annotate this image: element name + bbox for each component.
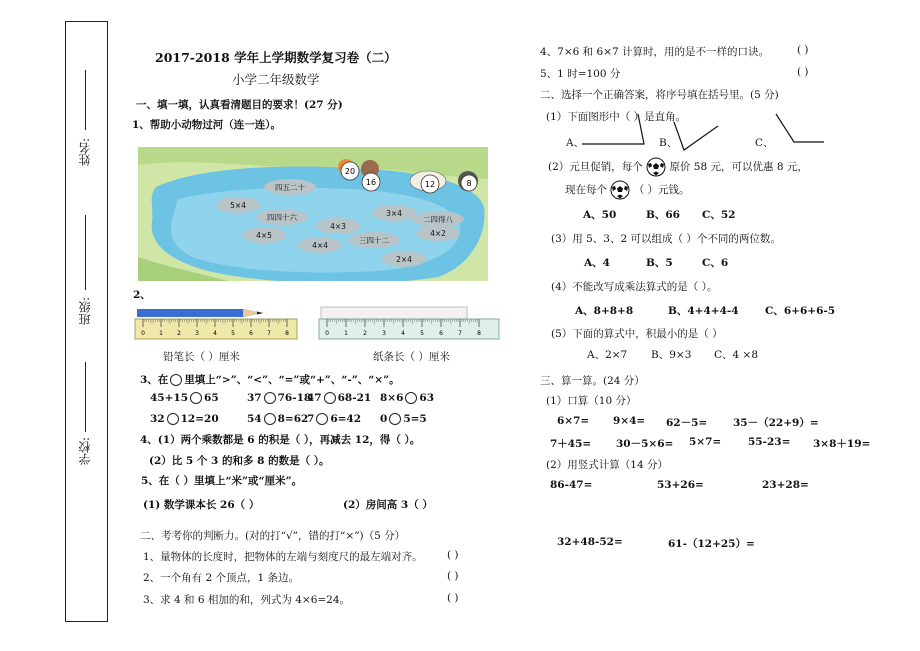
judge-item-2: 2、一个角有 2 个顶点，1 条边。 — [143, 572, 300, 584]
q3-instruction — [140, 372, 400, 387]
judge-paren-4: ( ) — [797, 44, 809, 56]
q5b-text: (2）房间高 3（ ） — [343, 499, 433, 511]
vertical-item-5: 61-（12+25）= — [668, 538, 755, 550]
choice-heading: 二、选择一个正确答案，将序号填在括号里。(5 分) — [540, 89, 779, 101]
answer-circle-icon[interactable] — [190, 392, 202, 404]
q3-item — [380, 392, 434, 404]
ruler-label: 6 — [439, 330, 443, 337]
animal-number-2: 16 — [365, 178, 377, 187]
choice-q3-option-a: A、4 — [584, 257, 610, 269]
q3-left-term: 7 — [307, 413, 315, 425]
q3-item — [307, 392, 371, 404]
stone-3: 3×4 — [386, 209, 402, 218]
choice-q5: (5）下面的算式中，积最小的是（ ） — [551, 328, 723, 340]
class-line — [85, 215, 86, 290]
choice-q4-option-a: A、8+8+8 — [575, 305, 634, 317]
stone-4: 四四十六 — [267, 213, 297, 222]
q3-item — [150, 413, 219, 425]
q3-prefix: 3、在 — [140, 374, 169, 386]
choice-q2-option-b: B、66 — [646, 209, 680, 221]
q3-right-term: 6=42 — [330, 413, 362, 425]
q3-left-term: 8×6 — [380, 392, 404, 404]
ruler-label: 8 — [477, 330, 481, 337]
oral-item-9: 3×8＋19= — [813, 438, 871, 450]
ruler-label: 1 — [159, 330, 163, 337]
oral-item-8: 55-23= — [748, 436, 791, 448]
oral-item-4: 35－（22+9）= — [733, 417, 819, 429]
q3-left-term: 0 — [380, 413, 388, 425]
judge-item-1: 1、量物体的长度时，把物体的左端与刻度尺的最左端对齐。 — [143, 551, 423, 563]
page-subtitle: 小学二年级数学 — [232, 72, 320, 87]
q3-item — [380, 413, 427, 425]
ruler-label: 4 — [401, 330, 405, 337]
choice-q4: (4）不能改写成乘法算式的是（ ）。 — [551, 281, 718, 293]
q3-left-term: 32 — [150, 413, 165, 425]
oral-item-6: 30－5×6= — [616, 438, 674, 450]
school-line — [85, 362, 86, 432]
stone-10: 4×2 — [430, 229, 446, 238]
choice-q4-option-b: B、4+4+4-4 — [668, 305, 739, 317]
ruler-label: 5 — [231, 330, 235, 337]
soccer-ball-icon-2 — [610, 180, 630, 200]
name-line — [85, 70, 86, 130]
choice-q2 — [548, 157, 808, 177]
ruler-label: 2 — [363, 330, 367, 337]
stone-6: 二四得八 — [423, 215, 453, 224]
choice-q2-part2: 原价 58 元，可以优惠 8 元， — [669, 161, 808, 173]
q3-left-term: 47 — [307, 392, 322, 404]
q3-right-term: 5=5 — [403, 413, 427, 425]
answer-circle-icon[interactable] — [264, 392, 276, 404]
q3-item — [307, 413, 361, 425]
pencil-caption: 铅笔长（ ）厘米 — [163, 351, 240, 363]
q3-right-term: 76-18 — [277, 392, 312, 404]
oral-item-2: 9×4= — [613, 415, 646, 427]
choice-q3-option-b: B、5 — [646, 257, 673, 269]
ruler-label: 8 — [285, 330, 289, 337]
choice-q2-part1: (2）元旦促销，每个 — [548, 161, 643, 173]
q5a-text: (1) 数学课本长 26（ ） — [143, 499, 260, 511]
q3-left-term: 37 — [247, 392, 262, 404]
animal-number-1: 20 — [344, 167, 356, 176]
ruler-label: 7 — [267, 330, 271, 337]
choice-q2-part4: （ ）元钱。 — [633, 184, 690, 196]
q3-suffix: 里填上“>”、“<”、“=”或“+”、“-”、“×”。 — [184, 374, 400, 386]
oral-heading: (1）口算（10 分） — [546, 395, 637, 407]
answer-circle-icon[interactable] — [264, 413, 276, 425]
judge-paren-2: ( ) — [447, 570, 459, 582]
stone-5: 4×3 — [330, 222, 346, 231]
q4a-text: 4、(1）两个乘数都是 6 的积是（ ），再减去 12，得（ ）。 — [140, 434, 421, 446]
section2-heading: 二、考考你的判断力。(对的打“√”，错的打“×”)（5 分） — [140, 530, 406, 542]
vertical-heading: (2）用竖式计算（14 分） — [546, 459, 668, 471]
choice-q2-option-c: C、52 — [702, 209, 736, 221]
choice-q4-option-c: C、6+6+6-5 — [765, 305, 836, 317]
q3-item — [150, 392, 219, 404]
oral-item-1: 6×7= — [557, 415, 590, 427]
angle-a-icon — [580, 110, 650, 150]
q4b-text: (2）比 5 个 3 的和多 8 的数是（ ）。 — [149, 455, 330, 467]
choice-q2-line2 — [565, 180, 690, 200]
q3-left-term: 45+15 — [150, 392, 189, 404]
name-label: 姓名: — [78, 138, 92, 167]
q3-right-term: 65 — [204, 392, 219, 404]
choice-q1: (1）下面图形中（ ）是直角。 — [546, 111, 687, 123]
oral-item-7: 5×7= — [689, 436, 722, 448]
stone-7: 4×5 — [256, 231, 272, 240]
ruler-label: 7 — [458, 330, 462, 337]
q3-right-term: 63 — [419, 392, 435, 404]
judge-item-5: 5、1 时=100 分 — [540, 68, 621, 80]
judge-item-4: 4、7×6 和 6×7 计算时，用的是不一样的口诀。 — [540, 46, 770, 58]
choice-q3: (3）用 5、3、2 可以组成（ ）个不同的两位数。 — [551, 233, 781, 245]
q3-left-term: 54 — [247, 413, 262, 425]
judge-paren-5: ( ) — [797, 66, 809, 78]
paper-caption: 纸条长（ ）厘米 — [373, 351, 450, 363]
q5-text: 5、在（ ）里填上“米”或“厘米”。 — [141, 475, 303, 487]
answer-circle-icon[interactable] — [389, 413, 401, 425]
ruler-label: 5 — [420, 330, 424, 337]
oral-item-5: 7＋45= — [550, 438, 592, 450]
ruler-label: 3 — [382, 330, 386, 337]
choice-q1-option-b: B、 — [659, 137, 678, 149]
choice-q5-option-c: C、4 ×8 — [714, 349, 759, 361]
section1-heading: 一、填一填，认真看清题目的要求！(27 分) — [136, 99, 343, 111]
ruler-label: 4 — [213, 330, 217, 337]
ruler-label: 6 — [249, 330, 253, 337]
answer-circle-icon[interactable] — [405, 392, 417, 404]
answer-circle-icon[interactable] — [167, 413, 179, 425]
ruler-label: 0 — [141, 330, 145, 337]
vertical-item-1: 86-47= — [550, 479, 593, 491]
angle-c-icon — [770, 112, 826, 148]
answer-circle-icon[interactable] — [316, 413, 328, 425]
section3-heading: 三、算一算。(24 分） — [540, 375, 645, 387]
ruler-label: 0 — [325, 330, 329, 337]
judge-paren-3: ( ) — [447, 592, 459, 604]
class-label: 班级: — [78, 297, 92, 326]
q1-text: 1、帮助小动物过河（连一连）。 — [132, 119, 282, 131]
q3-item — [247, 413, 308, 425]
q3-right-term: 68-21 — [337, 392, 372, 404]
river-illustration — [138, 147, 488, 281]
answer-circle-icon[interactable] — [324, 392, 336, 404]
choice-q5-option-a: A、2×7 — [587, 349, 628, 361]
animal-number-4: 8 — [466, 179, 472, 188]
judge-paren-1: ( ) — [447, 549, 459, 561]
judge-item-3: 3、求 4 和 6 相加的和，列式为 4×6=24。 — [143, 594, 351, 606]
choice-q2-option-a: A、50 — [583, 209, 617, 221]
animal-number-3: 12 — [424, 180, 436, 189]
paper-strip-ruler — [317, 305, 501, 341]
choice-q2-part3: 现在每个 — [565, 184, 607, 196]
choice-q1-option-c: C、 — [755, 137, 774, 149]
stone-2: 5×4 — [230, 201, 246, 210]
vertical-item-2: 53+26= — [657, 479, 704, 491]
compare-circle-icon — [170, 374, 182, 386]
choice-q1-option-a: A、 — [566, 137, 585, 149]
pencil-ruler — [133, 305, 299, 341]
stone-1: 四五二十 — [275, 183, 305, 192]
vertical-item-4: 32+48-52= — [557, 536, 623, 548]
ruler-label: 1 — [344, 330, 348, 337]
q3-right-term: 8=62 — [277, 413, 309, 425]
q2-label: 2、 — [133, 289, 151, 301]
ruler-label: 2 — [177, 330, 181, 337]
vertical-item-3: 23+28= — [762, 479, 809, 491]
stone-9: 三四十二 — [359, 236, 389, 245]
choice-q3-option-c: C、6 — [702, 257, 729, 269]
stone-11: 2×4 — [396, 255, 412, 264]
q3-item — [247, 392, 311, 404]
soccer-ball-icon — [646, 157, 666, 177]
stone-8: 4×4 — [312, 241, 328, 250]
choice-q5-option-b: B、9×3 — [651, 349, 692, 361]
angle-b-icon — [672, 118, 722, 154]
school-label: 学校: — [78, 437, 92, 466]
ruler-label: 3 — [195, 330, 199, 337]
oral-item-3: 62－5= — [666, 417, 708, 429]
page-title: 2017-2018 学年上学期数学复习卷（二） — [155, 50, 397, 65]
q3-right-term: 12=20 — [180, 413, 219, 425]
